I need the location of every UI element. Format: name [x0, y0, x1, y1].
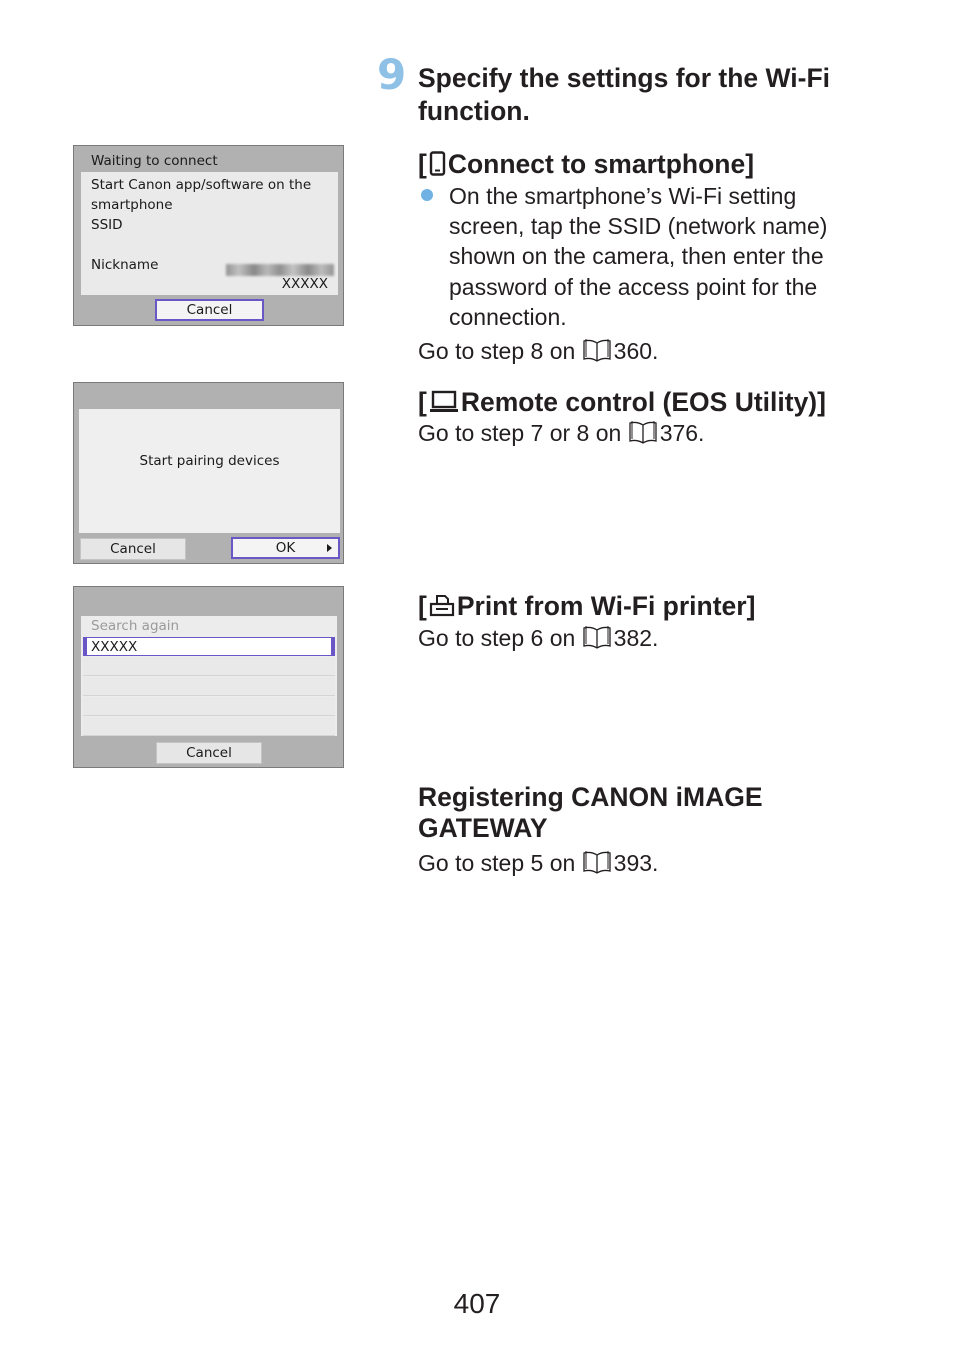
remote-section-title: Remote control (EOS Utility)]	[460, 387, 826, 417]
page-number: 407	[453, 1288, 501, 1319]
pairing-message: Start pairing devices	[139, 453, 280, 469]
list-item[interactable]	[83, 657, 335, 676]
search-again-item[interactable]: Search again	[91, 618, 180, 634]
printer-section-heading	[418, 590, 755, 625]
step-title-line-2: function.	[418, 96, 530, 126]
pairing-message-panel	[79, 409, 340, 533]
list-item[interactable]	[83, 677, 335, 696]
ssid-value-blurred	[226, 264, 334, 276]
printer-name: XXXXX	[91, 639, 138, 655]
open-bracket: [	[418, 591, 427, 621]
list-item-selected[interactable]	[83, 637, 335, 656]
cancel-button[interactable]: Cancel	[155, 299, 264, 321]
instruction-line: password of the access point for the	[449, 273, 818, 300]
goto-prefix: Go to step 8 on	[418, 338, 582, 364]
step-title-line-1: Specify the settings for the Wi-Fi	[418, 63, 831, 93]
ssid-label: SSID	[91, 217, 123, 233]
computer-icon	[429, 389, 459, 421]
book-icon	[582, 850, 612, 881]
goto-prefix: Go to step 5 on	[418, 850, 582, 876]
list-item[interactable]	[83, 717, 335, 736]
open-bracket: [	[418, 149, 427, 179]
step-title	[418, 62, 888, 128]
printer-section-title: Print from Wi-Fi printer]	[456, 591, 756, 621]
instruction-line: shown on the camera, then enter the	[449, 243, 824, 270]
goto-page-link[interactable]: 376.	[659, 420, 705, 446]
cancel-button[interactable]: Cancel	[80, 538, 186, 560]
connect-smartphone-screen	[73, 145, 344, 326]
instruction-line: On the smartphone’s Wi-Fi setting	[449, 183, 797, 209]
list-item[interactable]	[83, 697, 335, 716]
instruction-line: connection.	[449, 303, 567, 330]
open-bracket: [	[418, 387, 427, 417]
screen-header: Waiting to connect	[91, 153, 218, 169]
gateway-goto	[418, 848, 658, 881]
printer-list-screen	[73, 586, 344, 768]
ok-label: OK	[275, 540, 296, 556]
connect-message-line-2: smartphone	[91, 197, 173, 213]
nickname-value: XXXXX	[281, 276, 328, 292]
smartphone-section-title: Connect to smartphone]	[447, 149, 755, 179]
instruction-line: screen, tap the SSID (network name)	[449, 213, 828, 240]
goto-page-link[interactable]: 382.	[613, 625, 659, 651]
gateway-section-heading	[418, 782, 763, 844]
gateway-title-line-2: GATEWAY	[418, 813, 548, 843]
book-icon	[582, 625, 612, 656]
smartphone-icon	[429, 151, 446, 183]
goto-prefix: Go to step 6 on	[418, 625, 582, 651]
step-number: 9	[377, 50, 407, 99]
printer-goto	[418, 623, 658, 656]
goto-prefix: Go to step 7 or 8 on	[418, 420, 628, 446]
goto-page-link[interactable]: 393.	[613, 850, 659, 876]
ok-button[interactable]	[231, 537, 340, 559]
cancel-button[interactable]: Cancel	[156, 742, 262, 764]
nickname-label: Nickname	[91, 257, 159, 273]
book-icon	[582, 338, 612, 369]
pairing-screen	[73, 382, 344, 564]
smartphone-goto	[418, 336, 658, 369]
connection-info-panel	[81, 172, 338, 295]
gateway-title-line-1: Registering CANON iMAGE	[418, 782, 763, 812]
goto-page-link[interactable]: 360.	[613, 338, 659, 364]
smartphone-instructions	[449, 181, 869, 332]
arrow-right-icon	[327, 544, 332, 552]
printer-list	[81, 616, 337, 736]
remote-goto	[418, 418, 704, 451]
connect-message-line-1: Start Canon app/software on the	[91, 177, 312, 193]
remote-section-heading	[418, 386, 826, 421]
smartphone-section-heading	[418, 148, 754, 183]
printer-icon	[429, 593, 455, 625]
bullet-dot	[421, 189, 433, 201]
book-icon	[628, 420, 658, 451]
